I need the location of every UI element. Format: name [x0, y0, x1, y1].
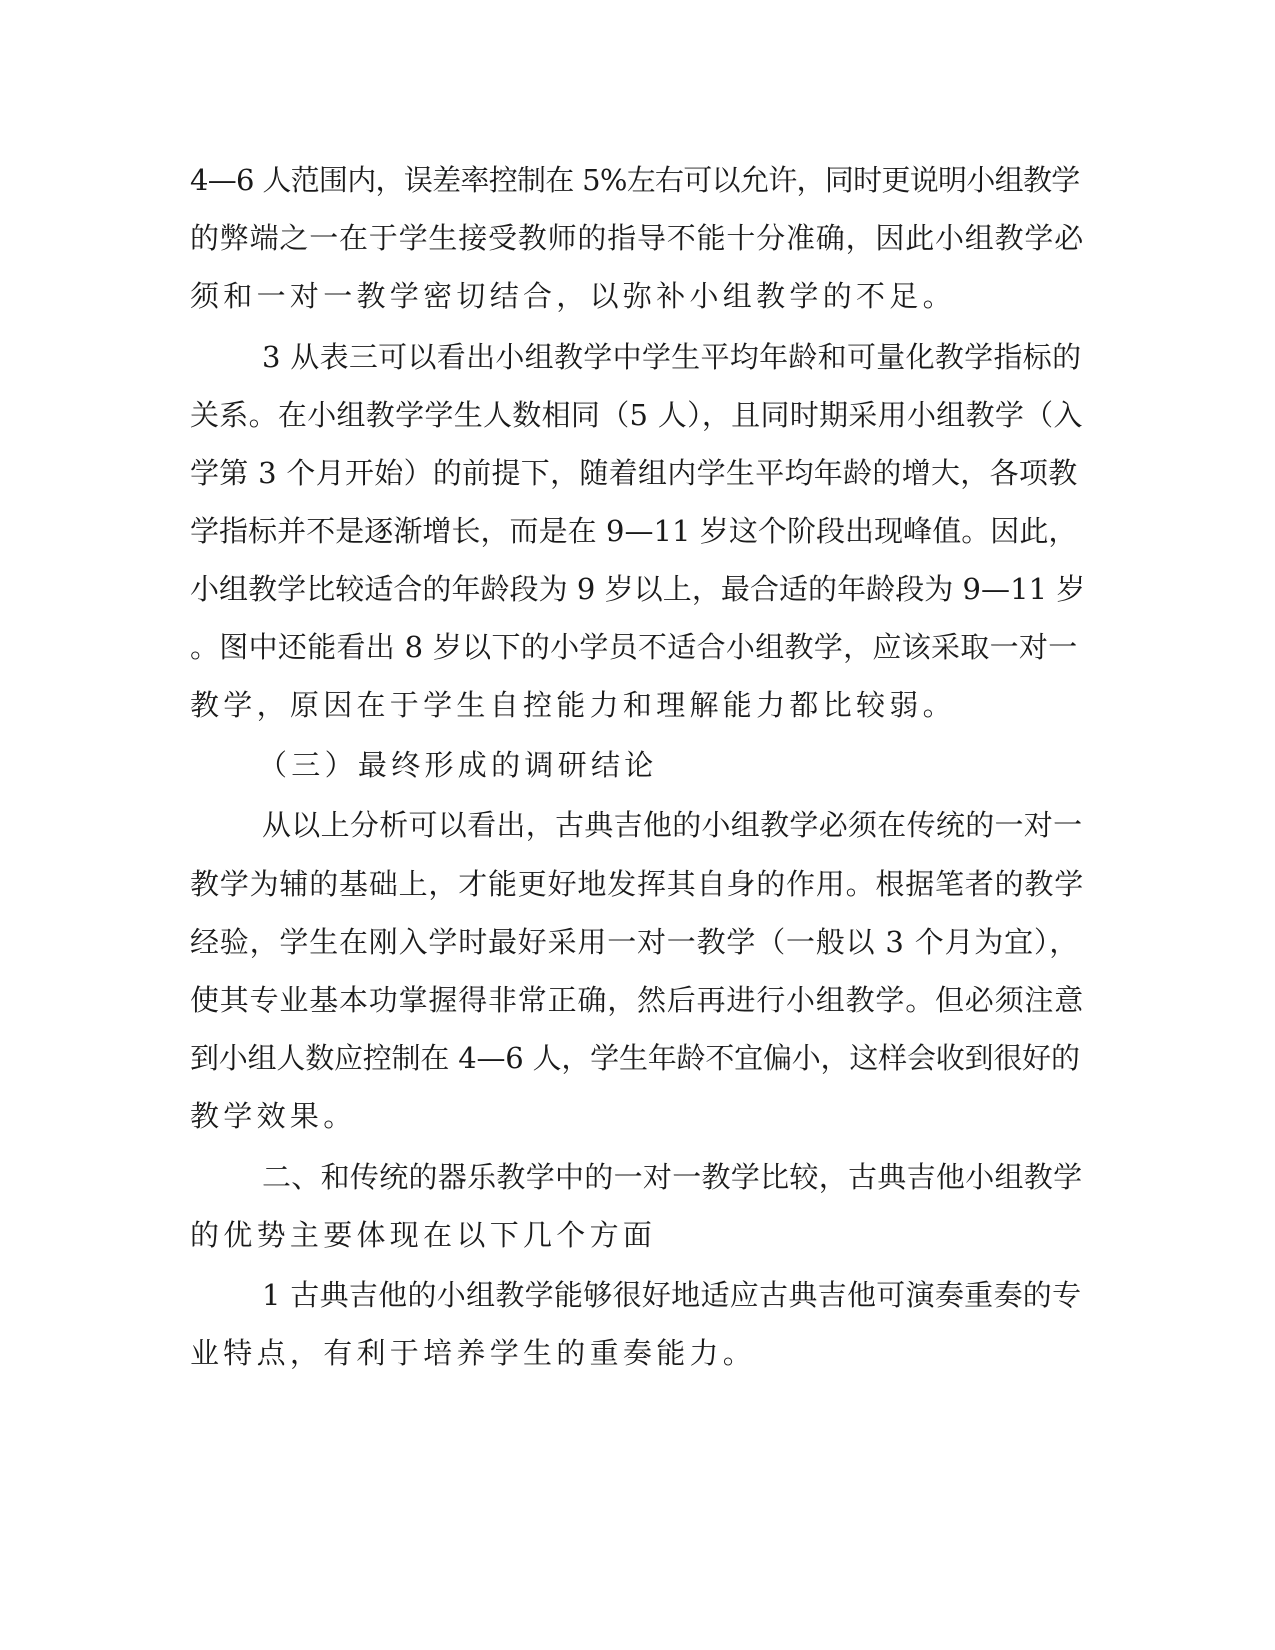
- section-heading: （三）最终形成的调研结论: [258, 748, 658, 782]
- text-line: 须和一对一教学密切结合，以弥补小组教学的不足。: [190, 279, 956, 313]
- text-line: 4—6 人范围内，误差率控制在 5%左右可以允许，同时更说明小组教学: [190, 163, 1080, 197]
- text-line: 教学为辅的基础上，才能更好地发挥其自身的作用。根据笔者的教学: [190, 867, 1085, 901]
- text-line: 教学，原因在于学生自控能力和理解能力都比较弱。: [190, 688, 956, 722]
- text-line: 。图中还能看出 8 岁以下的小学员不适合小组教学，应该采取一对一: [190, 630, 1078, 664]
- text-line: 教学效果。: [190, 1099, 357, 1133]
- text-line: 小组教学比较适合的年龄段为 9 岁以上，最合适的年龄段为 9—11 岁: [190, 572, 1086, 606]
- text-line: 业特点，有利于培养学生的重奏能力。: [190, 1336, 757, 1370]
- text-line: 1 古典吉他的小组教学能够很好地适应古典吉他可演奏重奏的专: [262, 1278, 1082, 1312]
- section-heading: 二、和传统的器乐教学中的一对一教学比较，古典吉他小组教学: [262, 1160, 1083, 1194]
- text-line: 3 从表三可以看出小组教学中学生平均年龄和可量化教学指标的: [262, 340, 1082, 374]
- text-line: 到小组人数应控制在 4—6 人，学生年龄不宜偏小，这样会收到很好的: [190, 1041, 1080, 1075]
- text-line: 关系。在小组教学学生人数相同（5 人），且同时期采用小组教学（入: [190, 398, 1083, 432]
- text-line: 学指标并不是逐渐增长，而是在 9—11 岁这个阶段出现峰值。因此，: [190, 514, 1078, 548]
- text-line: 经验，学生在刚入学时最好采用一对一教学（一般以 3 个月为宜），: [190, 925, 1079, 959]
- text-line: 从以上分析可以看出，古典吉他的小组教学必须在传统的一对一: [262, 808, 1083, 842]
- text-line: 的优势主要体现在以下几个方面: [190, 1218, 657, 1252]
- text-line: 的弊端之一在于学生接受教师的指导不能十分准确，因此小组教学必: [190, 221, 1085, 255]
- text-line: 学第 3 个月开始）的前提下，随着组内学生平均年龄的增大，各项教: [190, 456, 1078, 490]
- text-line: 使其专业基本功掌握得非常正确，然后再进行小组教学。但必须注意: [190, 983, 1085, 1017]
